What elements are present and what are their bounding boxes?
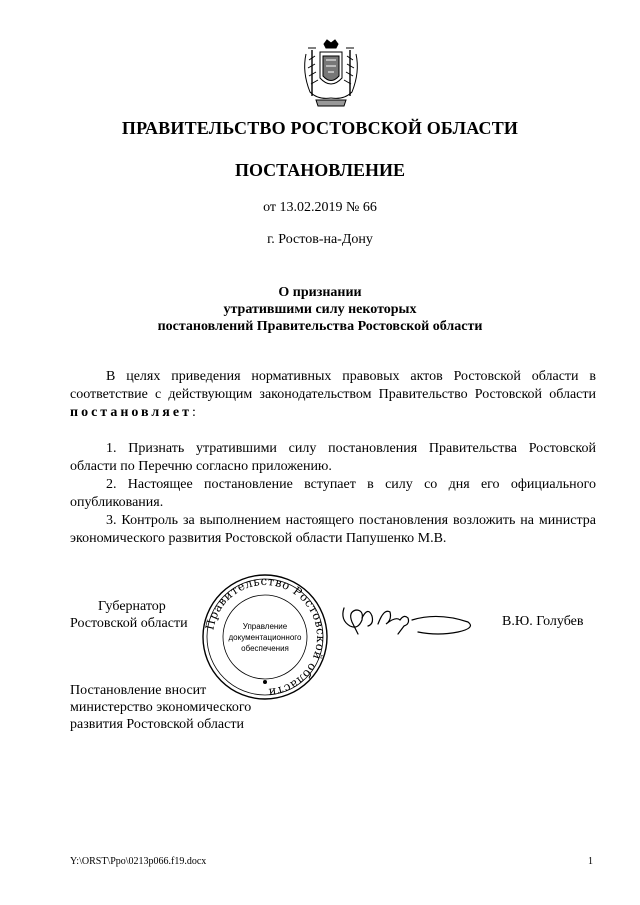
submitted-line: развития Ростовской области: [70, 717, 244, 732]
decree-word: постановляет: [70, 405, 192, 420]
submitted-line: министерство экономического: [70, 700, 252, 715]
decree-item: 1. Признать утратившими силу постановления Правительства Ростовской области по Перечню согласно приложению.: [70, 441, 596, 474]
decree-item: 3. Контроль за выполнением настоящего постановления возложить на министра экономического развития Ростовской области Папушенко М.В.: [70, 513, 596, 546]
footer-page-number: 1: [588, 856, 593, 867]
subject-line: О признании: [278, 285, 362, 300]
submitted-by: [70, 682, 251, 733]
submitted-line: Постановление вносит: [70, 683, 207, 698]
stamp-center-line: обеспечения: [241, 644, 289, 653]
subject-line: постановлений Правительства Ростовской области: [157, 319, 483, 334]
stamp-center-line: Управление: [242, 622, 288, 631]
footer-file-path: Y:\ORST\Ppo\0213p066.f19.docx: [70, 856, 207, 867]
document-date-number: от 13.02.2019 № 66: [263, 200, 377, 215]
organization-title: ПРАВИТЕЛЬСТВО РОСТОВСКОЙ ОБЛАСТИ: [121, 118, 519, 138]
document-city: г. Ростов-на-Дону: [267, 232, 373, 247]
preamble-paragraph: [70, 368, 596, 422]
decree-colon: :: [191, 405, 196, 420]
signer-title-line: Губернатор: [98, 599, 166, 614]
signer-title: [70, 598, 220, 632]
preamble-text: В целях приведения нормативных правовых актов Ростовской области в соответствие с действующим законодательством Правительство Ростовской области: [70, 369, 596, 402]
document-type: ПОСТАНОВЛЕНИЕ: [234, 160, 406, 180]
handwritten-signature: [338, 598, 478, 642]
decree-item: 2. Настоящее постановление вступает в силу со дня его официального опубликования.: [70, 477, 596, 510]
stamp-center-line: документационного: [228, 633, 302, 642]
signer-title-line: Ростовской области: [70, 616, 188, 631]
signer-name: В.Ю. Голубев: [502, 614, 584, 629]
subject-line: утратившими силу некоторых: [223, 302, 417, 317]
stamp-ring-text: Правительство Ростовской области: [202, 573, 329, 701]
document-subject: [0, 284, 640, 335]
coat-of-arms-icon: [296, 38, 366, 110]
document-body: [70, 368, 596, 548]
